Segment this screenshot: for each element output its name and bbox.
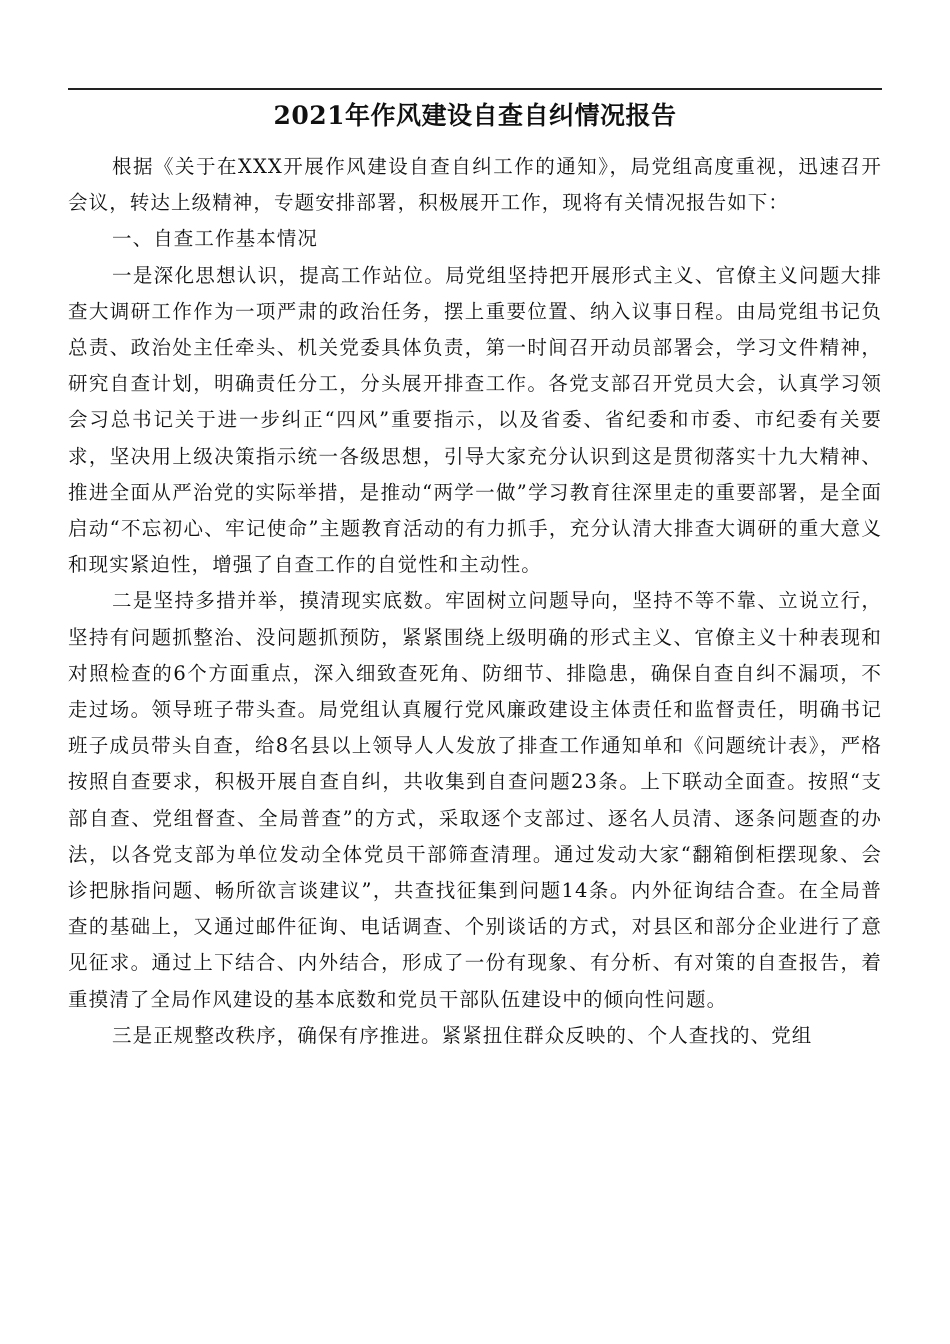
paragraph-point-two: 二是坚持多措并举，摸清现实底数。牢固树立问题导向，坚持不等不靠、立说立行，坚持有问题抓整治、没问题抓预防，紧紧围绕上级明确的形式主义、官僚主义十种表现和对照检查的6个方面重点，深入细致查死角、防细节、排隐患，确保自查自纠不漏项，不走过场。领导班子带头查。局党组认真履行党风廉政建设主体责任和监督责任，明确书记班子成员带头自查，给8名县以上领导人人发放了排查工作通知单和《问题统计表》，严格按照自查要求，积极开展自查自纠，共收集到自查问题23条。上下联动全面查。按照“支部自查、党组督查、全局普查”的方式，采取逐个支部过、逐名人员清、逐条问题查的办法，以各党支部为单位发动全体党员干部筛查清理。通过发动大家“翻箱倒柜摆现象、会诊把脉指问题、畅所欲言谈建议”，共查找征集到问题14条。内外征询结合查。在全局普查的基础上，又通过邮件征询、电话调查、个别谈话的方式，对县区和部分企业进行了意见征求。通过上下结合、内外结合，形成了一份有现象、有分析、有对策的自查报告，着重摸清了全局作风建设的基本底数和党员干部队伍建设中的倾向性问题。	[68, 589, 882, 1011]
section-heading: 一、自查工作基本情况	[112, 227, 319, 251]
document-body	[68, 149, 882, 1054]
document-title: 2021年作风建设自查自纠情况报告	[273, 101, 677, 130]
intro-paragraph: 根据《关于在XXX开展作风建设自查自纠工作的通知》，局党组高度重视，迅速召开会议，转达上级精神，专题安排部署，积极展开工作，现将有关情况报告如下：	[68, 155, 882, 215]
paragraph-point-three: 三是正规整改秩序，确保有序推进。紧紧扭住群众反映的、个人查找的、党组	[112, 1023, 813, 1047]
paragraph-point-one: 一是深化思想认识，提高工作站位。局党组坚持把开展形式主义、官僚主义问题大排查大调研工作作为一项严肃的政治任务，摆上重要位置、纳入议事日程。由局党组书记负总责、政治处主任牵头、机关党委具体负责，第一时间召开动员部署会，学习文件精神，研究自查计划，明确责任分工，分头展开排查工作。各党支部召开党员大会，认真学习领会习总书记关于进一步纠正“四风”重要指示，以及省委、省纪委和市委、市纪委有关要求，坚决用上级决策指示统一各级思想，引导大家充分认识到这是贯彻落实十九大精神、推进全面从严治党的实际举措，是推动“两学一做”学习教育往深里走的重要部署，是全面启动“不忘初心、牢记使命”主题教育活动的有力抓手，充分认清大排查大调研的重大意义和现实紧迫性，增强了自查工作的自觉性和主动性。	[68, 263, 882, 577]
header-rule	[68, 88, 882, 90]
